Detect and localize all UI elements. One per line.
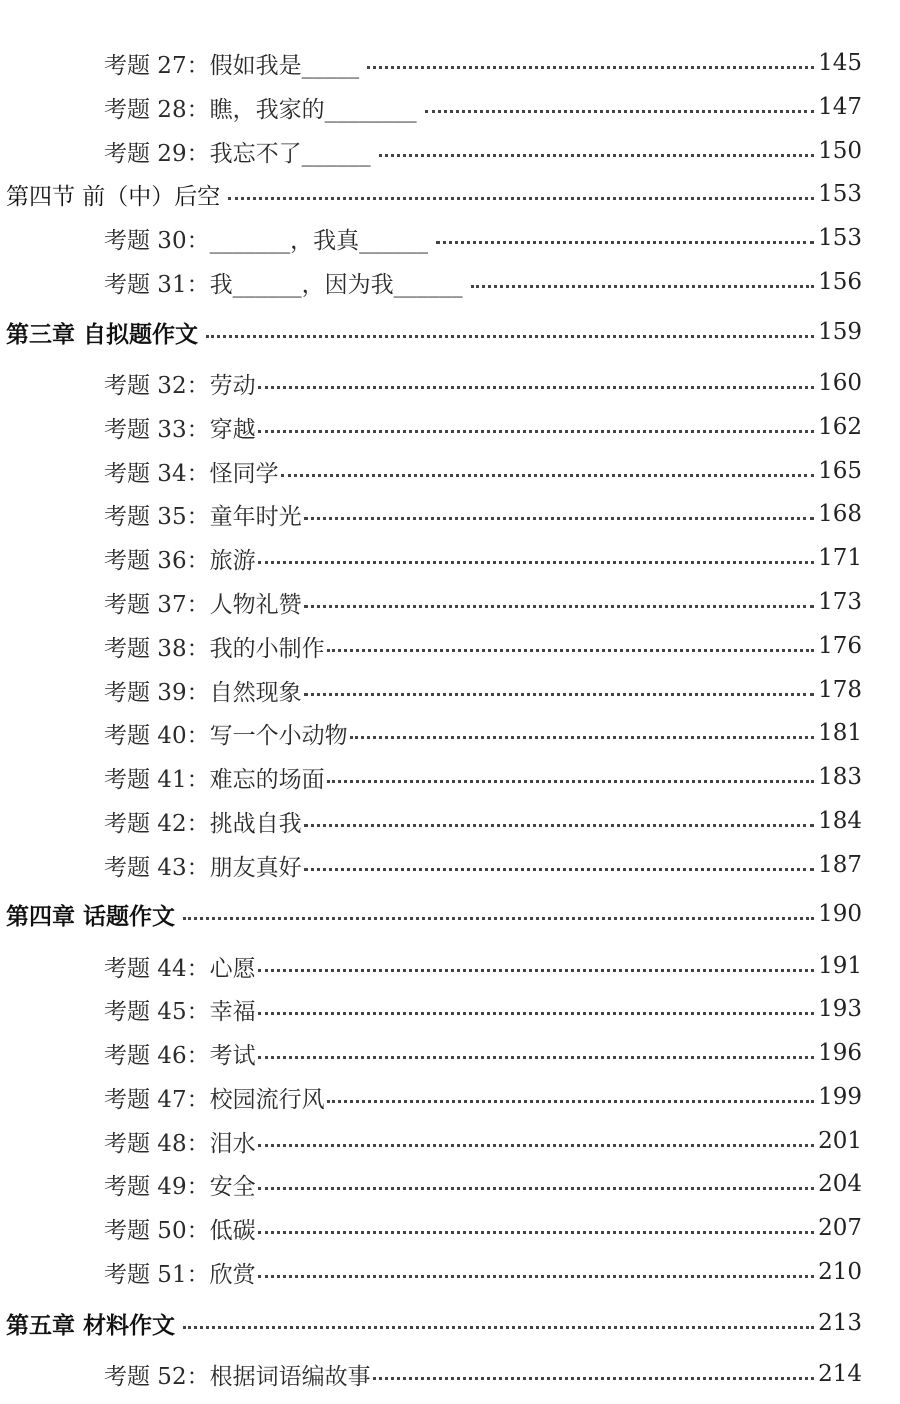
dot-leader (304, 824, 815, 827)
page-number: 187 (818, 852, 862, 878)
page-number: 193 (818, 996, 862, 1022)
page-number: 156 (818, 269, 862, 295)
dot-leader (304, 605, 815, 608)
toc-entry-41 (0, 755, 900, 799)
toc-entry-32 (0, 361, 900, 405)
toc-entry-34 (0, 449, 900, 493)
page-number: 168 (818, 501, 862, 527)
dot-leader (327, 1100, 815, 1103)
dot-leader (281, 474, 815, 477)
page-number: 191 (818, 953, 862, 979)
dot-leader (379, 154, 815, 157)
dot-leader (258, 386, 815, 389)
entry-title: 考题 45：幸福 (104, 998, 256, 1025)
dot-leader (228, 197, 814, 200)
entry-title: 考题 36：旅游 (104, 547, 256, 574)
page-number: 162 (818, 414, 862, 440)
dot-leader (258, 1275, 815, 1278)
toc-entry-50 (0, 1206, 900, 1250)
dot-leader (258, 1231, 815, 1234)
toc-chapter-4 (0, 892, 900, 936)
page-number: 176 (818, 633, 862, 659)
entry-title: 考题 51：欣赏 (104, 1261, 256, 1288)
page-number: 184 (818, 808, 862, 834)
toc-entry-49 (0, 1162, 900, 1206)
dot-leader (367, 66, 814, 69)
entry-title: 考题 40：写一个小动物 (104, 722, 348, 749)
page-number: 210 (818, 1259, 862, 1285)
entry-title: 考题 44：心愿 (104, 955, 256, 982)
chapter-title: 第三章 自拟题作文 (6, 321, 199, 348)
toc-entry-27 (0, 41, 900, 85)
entry-title: 考题 48：泪水 (104, 1130, 256, 1157)
toc-entry-44 (0, 944, 900, 988)
toc-entry-43 (0, 843, 900, 887)
entry-title: 考题 34：怪同学 (104, 460, 279, 487)
dot-leader (258, 430, 815, 433)
toc-entry-30 (0, 216, 900, 260)
page-number: 147 (818, 94, 862, 120)
page-number: 160 (818, 370, 862, 396)
page-number: 153 (818, 181, 862, 207)
toc-chapter-5 (0, 1301, 900, 1345)
dot-leader (350, 736, 815, 739)
entry-title: 考题 28：瞧，我家的________ (104, 96, 417, 123)
toc-entry-52 (0, 1352, 900, 1396)
toc-entry-42 (0, 799, 900, 843)
toc-entry-39 (0, 668, 900, 712)
entry-title: 考题 42：挑战自我 (104, 810, 302, 837)
entry-title: 考题 41：难忘的场面 (104, 766, 325, 793)
dot-leader (258, 1144, 815, 1147)
toc-entry-35 (0, 492, 900, 536)
page-number: 150 (818, 138, 862, 164)
page-number: 183 (818, 764, 862, 790)
toc-entry-40 (0, 711, 900, 755)
dot-leader (471, 285, 815, 288)
entry-title: 考题 32：劳动 (104, 372, 256, 399)
entry-title: 考题 30：_______，我真______ (104, 227, 429, 254)
entry-title: 考题 43：朋友真好 (104, 854, 302, 881)
dot-leader (258, 561, 815, 564)
page-number: 159 (818, 319, 862, 345)
toc-entry-28 (0, 85, 900, 129)
dot-leader (304, 868, 815, 871)
toc-section-4 (0, 172, 900, 216)
page-number: 213 (818, 1310, 862, 1336)
chapter-title: 第四章 话题作文 (6, 903, 176, 930)
toc-entry-46 (0, 1031, 900, 1075)
page-number: 171 (818, 545, 862, 571)
dot-leader (183, 1326, 814, 1329)
entry-title: 考题 31：我______，因为我______ (104, 271, 463, 298)
toc-entry-48 (0, 1119, 900, 1163)
entry-title: 考题 27：假如我是_____ (104, 52, 360, 79)
toc-entry-45 (0, 987, 900, 1031)
dot-leader (327, 780, 815, 783)
toc-entry-51 (0, 1250, 900, 1294)
entry-title: 考题 49：安全 (104, 1173, 256, 1200)
entry-title: 考题 50：低碳 (104, 1217, 256, 1244)
page-number: 165 (818, 458, 862, 484)
page-number: 173 (818, 589, 862, 615)
dot-leader (183, 917, 814, 920)
toc-entry-29 (0, 129, 900, 173)
chapter-title: 第五章 材料作文 (6, 1312, 176, 1339)
toc-entry-37 (0, 580, 900, 624)
toc-entry-31 (0, 260, 900, 304)
page-number: 145 (818, 50, 862, 76)
toc-entry-38 (0, 624, 900, 668)
dot-leader (258, 1056, 815, 1059)
toc-entry-47 (0, 1075, 900, 1119)
toc-entry-36 (0, 536, 900, 580)
entry-title: 考题 38：我的小制作 (104, 635, 325, 662)
dot-leader (425, 110, 815, 113)
toc-chapter-3 (0, 310, 900, 354)
entry-title: 考题 52：根据词语编故事 (104, 1363, 371, 1390)
entry-title: 考题 29：我忘不了______ (104, 140, 371, 167)
entry-title: 考题 47：校园流行风 (104, 1086, 325, 1113)
dot-leader (304, 693, 815, 696)
entry-title: 考题 33：穿越 (104, 416, 256, 443)
page-number: 204 (818, 1171, 862, 1197)
page-number: 196 (818, 1040, 862, 1066)
page-number: 190 (818, 901, 862, 927)
page-number: 214 (818, 1361, 862, 1387)
page-number: 153 (818, 225, 862, 251)
dot-leader (258, 1012, 815, 1015)
dot-leader (373, 1377, 815, 1380)
toc-entry-33 (0, 405, 900, 449)
dot-leader (436, 241, 814, 244)
page-number: 207 (818, 1215, 862, 1241)
entry-title: 考题 35：童年时光 (104, 503, 302, 530)
entry-title: 考题 39：自然现象 (104, 679, 302, 706)
page-number: 201 (818, 1128, 862, 1154)
page-number: 199 (818, 1084, 862, 1110)
dot-leader (304, 517, 815, 520)
dot-leader (258, 969, 815, 972)
page-number: 181 (818, 720, 862, 746)
page-number: 178 (818, 677, 862, 703)
dot-leader (258, 1187, 815, 1190)
entry-title: 考题 37：人物礼赞 (104, 591, 302, 618)
dot-leader (327, 649, 815, 652)
section-title: 第四节 前（中）后空 (6, 183, 221, 210)
dot-leader (206, 335, 814, 338)
entry-title: 考题 46：考试 (104, 1042, 256, 1069)
